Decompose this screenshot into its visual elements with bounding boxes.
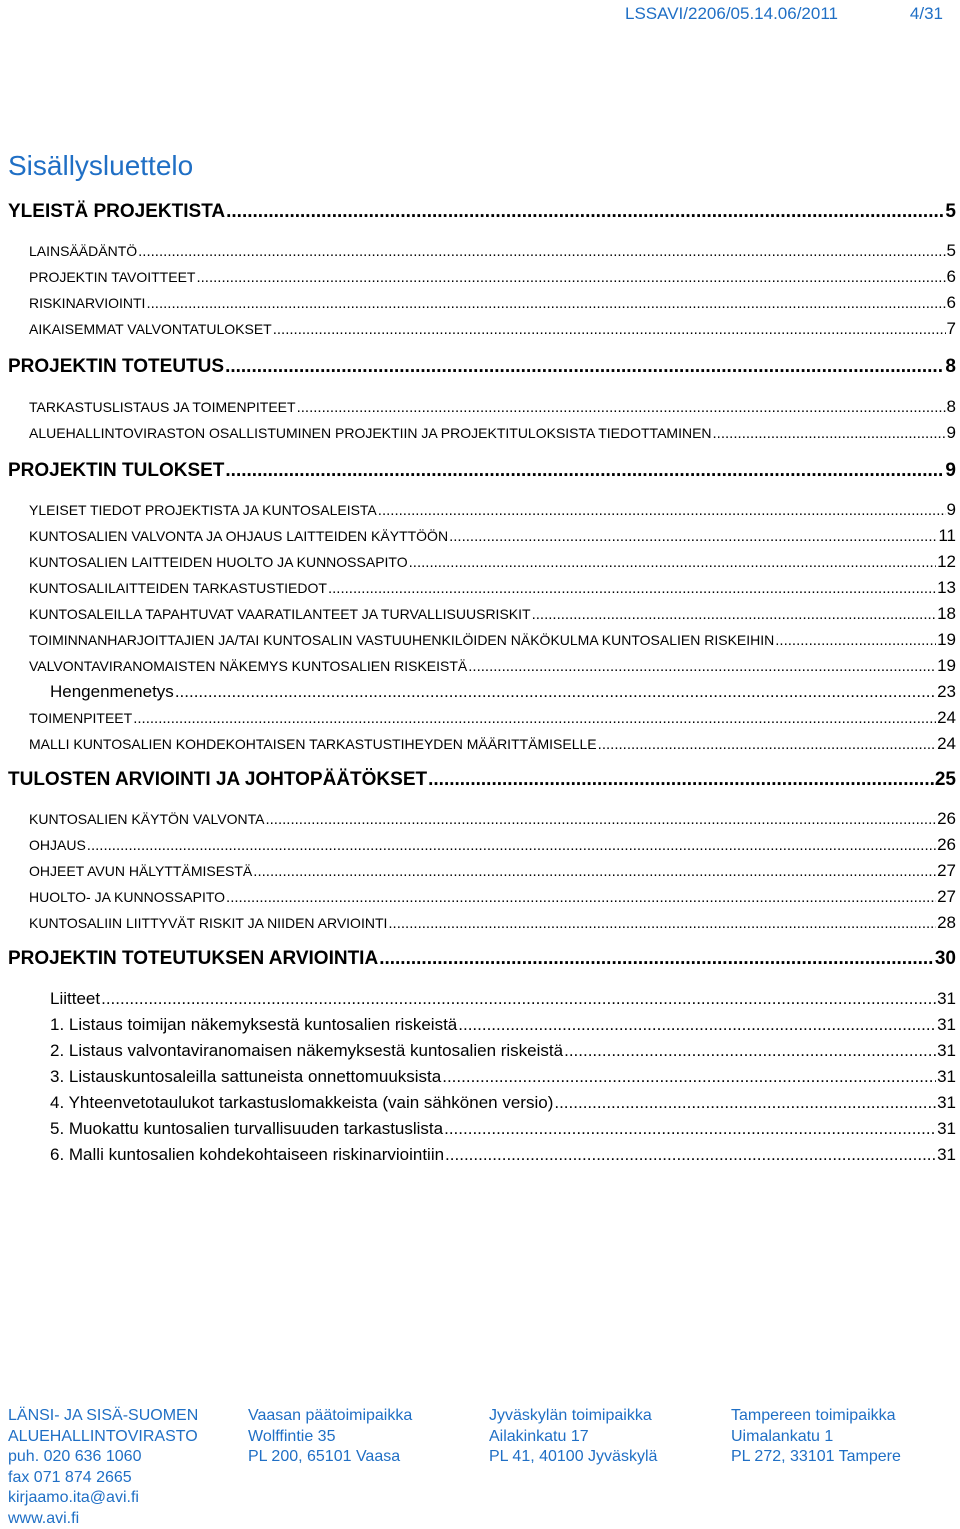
toc-entry[interactable]: [50, 679, 956, 705]
toc-entry-page: 23: [937, 679, 956, 705]
dot-leader: [532, 602, 937, 628]
toc-entry-label: PROJEKTIN TOTEUTUS: [8, 354, 224, 380]
toc-entry-page: 6: [947, 264, 956, 290]
toc-entry-label: KUNTOSALEILLA TAPAHTUVAT VAARATILANTEET JA TURVALLISUUSRISKIT: [29, 601, 531, 627]
document-reference: LSSAVI/2206/05.14.06/2011: [625, 4, 838, 24]
toc-entry-page: 5: [947, 238, 956, 264]
toc-entry-label: 4. Yhteenvetotaulukot tarkastuslomakkeista (vain sähkönen versio): [50, 1090, 553, 1116]
toc-entry-label: TULOSTEN ARVIOINTI JA JOHTOPÄÄTÖKSET: [8, 767, 427, 793]
toc-entry-label: YLEISET TIEDOT PROJEKTISTA JA KUNTOSALEISTA: [29, 497, 377, 523]
dot-leader: [196, 265, 945, 291]
toc-entry-label: YLEISTÄ PROJEKTISTA: [8, 199, 225, 225]
dot-leader: [449, 524, 937, 550]
footer-line: PL 200, 65101 Vaasa: [248, 1447, 412, 1468]
toc-entry-label: KUNTOSALIEN LAITTEIDEN HUOLTO JA KUNNOSSAPITO: [29, 549, 408, 575]
toc-entry-label: LAINSÄÄDÄNTÖ: [29, 238, 137, 264]
toc-entry-label: Hengenmenetys: [50, 679, 174, 705]
toc-entry-page: 30: [935, 946, 956, 972]
toc-entry[interactable]: [29, 238, 956, 264]
toc-entry-label: PROJEKTIN TULOKSET: [8, 458, 224, 484]
toc-entry[interactable]: [29, 627, 956, 653]
toc-entry[interactable]: [50, 986, 956, 1012]
footer-line: www.avi.fi: [8, 1509, 198, 1529]
toc-entry-page: 12: [937, 549, 956, 575]
toc-entry[interactable]: [50, 1116, 956, 1142]
toc-entry[interactable]: [50, 1012, 956, 1038]
toc-entry[interactable]: [8, 199, 956, 225]
toc-entry-page: 8: [945, 354, 956, 380]
toc-entry-page: 9: [947, 497, 956, 523]
toc-entry[interactable]: [29, 806, 956, 832]
toc-entry[interactable]: [29, 264, 956, 290]
footer-jyvaskyla-office: [489, 1406, 657, 1468]
toc-entry[interactable]: [50, 1142, 956, 1168]
toc-entry[interactable]: [29, 497, 956, 523]
toc-entry[interactable]: [29, 549, 956, 575]
dot-leader: [388, 911, 936, 937]
dot-leader: [226, 885, 936, 911]
toc-entry-label: HUOLTO- JA KUNNOSSAPITO: [29, 884, 225, 910]
toc-entry-label: 3. Listauskuntosaleilla sattuneista onnettomuuksista: [50, 1064, 441, 1090]
dot-leader: [409, 550, 936, 576]
dot-leader: [87, 833, 936, 859]
toc-entry-label: PROJEKTIN TOTEUTUKSEN ARVIOINTIA: [8, 946, 378, 972]
toc-entry[interactable]: [29, 290, 956, 316]
footer-line: LÄNSI- JA SISÄ-SUOMEN: [8, 1406, 198, 1427]
toc-entry-label: KUNTOSALILAITTEIDEN TARKASTUSTIEDOT: [29, 575, 327, 601]
toc-entry-label: VALVONTAVIRANOMAISTEN NÄKEMYS KUNTOSALIEN RISKEISTÄ: [29, 653, 467, 679]
dot-leader: [273, 317, 946, 343]
footer-line: PL 41, 40100 Jyväskylä: [489, 1447, 657, 1468]
dot-leader: [444, 1116, 936, 1142]
toc-entry[interactable]: [29, 523, 956, 549]
dot-leader: [564, 1038, 936, 1064]
toc-entry-page: 31: [937, 1116, 956, 1142]
toc-entry-page: 31: [937, 1064, 956, 1090]
toc-entry[interactable]: [29, 575, 956, 601]
toc-entry-label: ALUEHALLINTOVIRASTON OSALLISTUMINEN PROJEKTIIN JA PROJEKTITULOKSISTA TIEDOTTAMINEN: [29, 420, 712, 446]
toc-entry-page: 31: [937, 986, 956, 1012]
toc-entry[interactable]: [29, 832, 956, 858]
dot-leader: [379, 946, 934, 972]
dot-leader: [138, 239, 945, 265]
toc-entry-page: 9: [947, 420, 956, 446]
toc-entry-page: 24: [937, 705, 956, 731]
toc-entry[interactable]: [29, 601, 956, 627]
toc-entry-label: MALLI KUNTOSALIEN KOHDEKOHTAISEN TARKASTUSTIHEYDEN MÄÄRITTÄMISELLE: [29, 731, 597, 757]
footer-line: Ailakinkatu 17: [489, 1427, 657, 1448]
toc-entry[interactable]: [29, 705, 956, 731]
footer-tampere-office: [731, 1406, 901, 1468]
toc-entry-page: 19: [937, 653, 956, 679]
toc-entry[interactable]: [8, 458, 956, 484]
toc-entry-page: 13: [937, 575, 956, 601]
dot-leader: [175, 679, 936, 705]
toc-entry-label: KUNTOSALIEN KÄYTÖN VALVONTA: [29, 806, 264, 832]
dot-leader: [445, 1142, 936, 1168]
footer-line: puh. 020 636 1060: [8, 1447, 198, 1468]
dot-leader: [101, 986, 936, 1012]
toc-entry-label: OHJEET AVUN HÄLYTTÄMISESTÄ: [29, 858, 252, 884]
toc-entry-page: 25: [935, 767, 956, 793]
toc-entry-label: AIKAISEMMAT VALVONTATULOKSET: [29, 316, 272, 342]
toc-entry-label: TOIMENPITEET: [29, 705, 132, 731]
footer-organization: [8, 1406, 198, 1529]
dot-leader: [468, 654, 936, 680]
page-number: 4/31: [910, 4, 943, 24]
footer-line: fax 071 874 2665: [8, 1468, 198, 1489]
dot-leader: [297, 395, 946, 421]
toc-entry[interactable]: [29, 316, 956, 342]
dot-leader: [713, 421, 946, 447]
toc-entry-page: 26: [937, 806, 956, 832]
toc-entry-label: 5. Muokattu kuntosalien turvallisuuden tarkastuslista: [50, 1116, 443, 1142]
toc-entry-page: 19: [937, 627, 956, 653]
toc-entry-page: 27: [937, 858, 956, 884]
dot-leader: [133, 706, 936, 732]
dot-leader: [328, 576, 936, 602]
toc-entry-label: KUNTOSALIEN VALVONTA JA OHJAUS LAITTEIDEN KÄYTTÖÖN: [29, 523, 448, 549]
dot-leader: [775, 628, 936, 654]
toc-entry-label: PROJEKTIN TAVOITTEET: [29, 264, 195, 290]
footer-vaasa-office: [248, 1406, 412, 1468]
toc-entry-page: 28: [937, 910, 956, 936]
toc-entry-page: 26: [937, 832, 956, 858]
toc-entry-page: 31: [937, 1038, 956, 1064]
toc-entry[interactable]: [29, 884, 956, 910]
footer-line: kirjaamo.ita@avi.fi: [8, 1488, 198, 1509]
toc-entry-page: 31: [937, 1090, 956, 1116]
toc-entry-page: 7: [947, 316, 956, 342]
toc-entry[interactable]: [29, 394, 956, 420]
toc-entry[interactable]: [29, 731, 956, 757]
toc-entry-label: OHJAUS: [29, 832, 86, 858]
dot-leader: [146, 291, 945, 317]
page-header: [0, 4, 960, 28]
dot-leader: [226, 199, 944, 225]
toc-entry[interactable]: [8, 354, 956, 380]
toc-entry-page: 9: [945, 458, 956, 484]
toc-entry-label: TARKASTUSLISTAUS JA TOIMENPITEET: [29, 394, 296, 420]
toc-entry-page: 6: [947, 290, 956, 316]
dot-leader: [428, 767, 934, 793]
toc-entry-label: RISKINARVIOINTI: [29, 290, 145, 316]
footer-line: PL 272, 33101 Tampere: [731, 1447, 901, 1468]
toc-entry[interactable]: [50, 1038, 956, 1064]
toc-entry[interactable]: [29, 653, 956, 679]
dot-leader: [554, 1090, 936, 1116]
toc-entry[interactable]: [29, 910, 956, 936]
dot-leader: [458, 1012, 936, 1038]
dot-leader: [225, 458, 944, 484]
toc-entry-page: 24: [937, 731, 956, 757]
dot-leader: [378, 498, 946, 524]
toc-entry-label: Liitteet: [50, 986, 100, 1012]
toc-entry-page: 11: [938, 523, 956, 549]
toc-entry[interactable]: [29, 858, 956, 884]
footer-line: Tampereen toimipaikka: [731, 1406, 901, 1427]
toc-entry[interactable]: [8, 946, 956, 972]
toc-entry-label: 1. Listaus toimijan näkemyksestä kuntosalien riskeistä: [50, 1012, 457, 1038]
toc-entry-page: 27: [937, 884, 956, 910]
dot-leader: [225, 354, 944, 380]
toc-entry[interactable]: [50, 1064, 956, 1090]
footer-line: Wolffintie 35: [248, 1427, 412, 1448]
toc-entry-page: 8: [947, 394, 956, 420]
toc-entry-page: 5: [945, 199, 956, 225]
toc-entry-label: 6. Malli kuntosalien kohdekohtaiseen riskinarviointiin: [50, 1142, 444, 1168]
dot-leader: [253, 859, 936, 885]
footer-line: Vaasan päätoimipaikka: [248, 1406, 412, 1427]
toc-entry-page: 18: [937, 601, 956, 627]
dot-leader: [442, 1064, 936, 1090]
footer-line: ALUEHALLINTOVIRASTO: [8, 1427, 198, 1448]
toc-entry-label: TOIMINNANHARJOITTAJIEN JA/TAI KUNTOSALIN VASTUUHENKILÖIDEN NÄKÖKULMA KUNTOSALIEN RISKEIHIN: [29, 627, 774, 653]
toc-entry-label: KUNTOSALIIN LIITTYVÄT RISKIT JA NIIDEN ARVIOINTI: [29, 910, 387, 936]
toc-entry-label: 2. Listaus valvontaviranomaisen näkemyksestä kuntosalien riskeistä: [50, 1038, 563, 1064]
dot-leader: [265, 807, 936, 833]
toc-entry[interactable]: [29, 420, 956, 446]
toc-entry-page: 31: [937, 1142, 956, 1168]
toc-entry-page: 31: [937, 1012, 956, 1038]
dot-leader: [598, 732, 936, 758]
toc-entry[interactable]: [50, 1090, 956, 1116]
footer-line: Jyväskylän toimipaikka: [489, 1406, 657, 1427]
toc-entry[interactable]: [8, 767, 956, 793]
footer-line: Uimalankatu 1: [731, 1427, 901, 1448]
toc-title: Sisällysluettelo: [8, 150, 193, 182]
